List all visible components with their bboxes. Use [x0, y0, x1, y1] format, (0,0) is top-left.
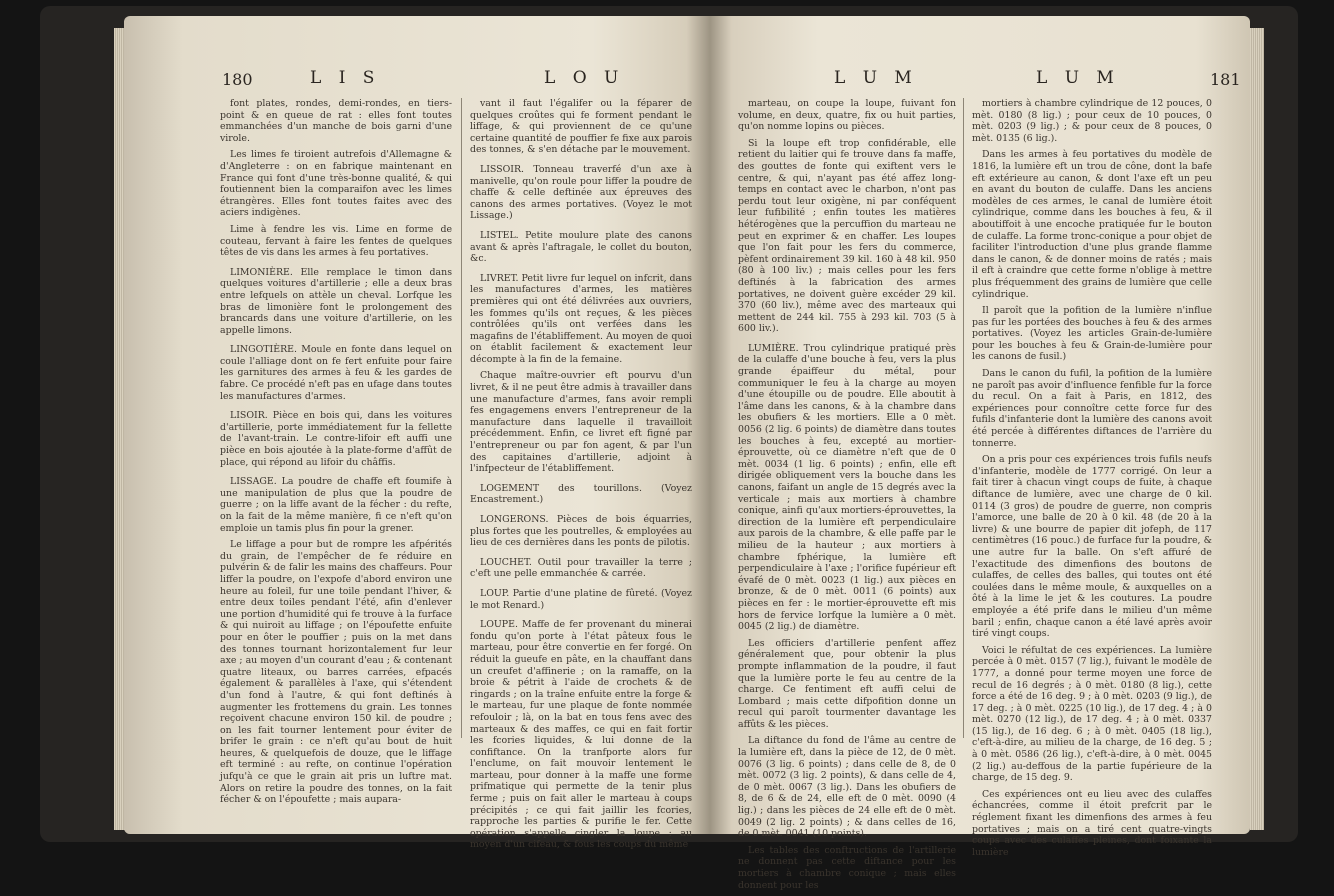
- paragraph: LOUCHET. Outil pour travailler la terre ; c'eft une pelle emmanchée & carrée.: [470, 556, 692, 580]
- paragraph: LISSOIR. Tonneau traverfé d'un axe à manivelle, qu'on roule pour liffer la poudre de chaffe & celle deftinée aux épreuves des canons des armes portatives. (Voyez le mot Lissage.): [470, 163, 692, 222]
- paragraph: LIVRET. Petit livre fur lequel on infcrit, dans les manufactures d'armes, les matières premières qui ont été délivrées aux ouvriers, les fommes qu'ils ont reçues, & les pièces contrôlées qu'ils ont verfées dans les magafins de l'établiffement. Au moyen de quoi on établit facilement & exactement leur décompte à la fin de la femaine.: [470, 272, 692, 365]
- paragraph: Dans les armes à feu portatives du modèle de 1816, la lumière eft un trou de cône, dont la bafe eft extérieure au canon, & dont l'axe eft un peu en avant du bouton de culaffe. Dans les anciens modèles de ces armes, le canal de lumière étoit cylindrique, comme dans les bouches à feu, & il aboutiffoit à une encoche pratiquée fur le bouton de culaffe. La forme tronc-conique a pour objet de faciliter l'introduction d'une plus grande flamme dans le canon, & de donner moins de ratés ; mais il eft à craindre que cette forme n'oblige à mettre plus fréquemment des grains de lumière que celle cylindrique.: [972, 149, 1212, 300]
- paragraph: LOUP. Partie d'une platine de fûreté. (Voyez le mot Renard.): [470, 587, 692, 611]
- paragraph: Les limes fe tiroient autrefois d'Allemagne & d'Angleterre : on en fabrique maintenant en France qui font d'une très-bonne qualité, & qui foutiennent bien la comparaifon avec les limes étrangères. Elles font toutes faites avec des aciers indigènes.: [220, 149, 452, 219]
- paragraph: Le liffage a pour but de rompre les afpérités du grain, de l'empêcher de fe réduire en pulvérin & de falir les mains des chaffeurs. Pour liffer la poudre, on l'expofe d'abord environ une heure au foleil, fur une toile pendant l'hiver, & entre deux toiles pendant l'été, afin d'enlever une portion d'humidité qui fe trouve à la furface & qui nuiroit au liffage ; on l'époufette enfuite pour en ôter le pouffier ; puis on la met dans des tonnes tournant horizontalement fur leur axe ; au moyen d'un courant d'eau ; & contenant quatre liteaux, ou barres carrées, efpacés également & parallèles à l'axe, qui s'étendent d'un fond à l'autre, & qui font deftinés à augmenter les frottemens du grain. Les tonnes reçoivent chacune environ 150 kil. de poudre ; on les fait tourner lentement pour éviter de brifer le grain : ce n'eft qu'au bout de huit heures, & quelquefois de douze, que le liffage eft terminé : au refte, on continue l'opération jufqu'à ce que le grain ait pris un luftre mat. Alors on retire la poudre des tonnes, on la fait fécher & on l'époufette ; mais aupara-: [220, 539, 452, 806]
- left-page: [124, 16, 710, 851]
- paragraph: Ces expériences ont eu lieu avec des culaffes échancrées, comme il étoit prefcrit par le réglement fixant les dimenfions des armes à feu portatives ; mais on a tiré cent quatre-vingts coups avec des culaffes pleines, dont foixante la lumière: [972, 788, 1212, 858]
- book-spread: [40, 6, 1298, 891]
- text-column: [470, 98, 692, 856]
- paragraph: marteau, on coupe la loupe, fuivant fon volume, en deux, quatre, fix ou huit parties, qu'on nomme lopins ou pièces.: [738, 98, 956, 133]
- paragraph: LOUPE. Maffe de fer provenant du minerai fondu qu'on porte à l'état pâteux fous le marteau, pour être convertie en fer forgé. On réduit la gueufe en pâte, en la chauffant dans un creufet d'affinerie ; on la ramaffe, on la broie & pétrit à l'aide de crochets & de ringards ; on la traîne enfuite entre la forge & le marteau, fur une plaque de fonte nommée refouloir ; là, on la bat en tous fens avec des marteaux & des maffes, ce qui en fait fortir les fcories liquides, & lui donne de la confiftance. On la tranfporte alors fur l'enclume, on fait mouvoir lentement le marteau, pour donner à la maffe une forme prifmatique qui permette de la tenir plus ferme ; puis on fait aller le marteau à coups précipités ; ce qui fait jaillir les fcories, rapproche les parties & purifie le fer. Cette opération s'appelle cingler la loupe : au moyen d'un cifeau, & fous les coups du même: [470, 619, 692, 851]
- paragraph: Voici le réfultat de ces expériences. La lumière percée à 0 mèt. 0157 (7 lig.), fuivant le modèle de 1777, a donné pour terme moyen une force de recul de 16 degrés ; à 0 mèt. 0180 (8 lig.), cette force a été de 16 deg. 9 ; à 0 mèt. 0203 (9 lig.), de 17 deg. ; à 0 mèt. 0225 (10 lig.), de 17 deg. 4 ; à 0 mèt. 0270 (12 lig.), de 17 deg. 4 ; à 0 mèt. 0337 (15 lig.), de 16 deg. 6 ; à 0 mèt. 0405 (18 lig.), c'eft-à-dire, au milieu de la charge, de 16 deg. 5 ; à 0 mèt. 0586 (26 lig.), c'eft-à-dire, à 0 mèt. 0045 (2 lig.) au-deffous de la partie fupérieure de la charge, de 15 deg. 9.: [972, 644, 1212, 784]
- paragraph: Chaque maître-ouvrier eft pourvu d'un livret, & il ne peut être admis à travailler dans une manufacture d'armes, fans avoir rempli fes engagemens envers l'entrepreneur de la manufacture dans laquelle il travailloit précédemment. Enfin, ce livret eft figné par l'entrepreneur ou par fon agent, & par l'un des capitaines d'artillerie, adjoint à l'infpecteur de l'établiffement.: [470, 370, 692, 475]
- paragraph: Si la loupe eft trop confidérable, elle retient du laitier qui fe trouve dans fa maffe, des gouttes de fonte qui exiftent vers le centre, & qui, n'ayant pas été affez long-temps en contact avec le charbon, n'ont pas perdu tout leur oxigène, ni par conféquent leur fufibilité ; enfin toutes les matières hétérogènes que la percuffion du marteau ne peut en exprimer & en chaffer. Les loupes que l'on fait pour les fers du commerce, pèfent ordinairement 39 kil. 160 à 48 kil. 950 (80 à 100 liv.) ; mais celles pour les fers deftinés à la fabrication des armes portatives, ne doivent guère excéder 29 kil. 370 (60 liv.), même avec des marteaux qui mettent de 244 kil. 755 à 293 kil. 703 (5 à 600 liv.).: [738, 137, 956, 335]
- paragraph: On a pris pour ces expériences trois fufils neufs d'infanterie, modèle de 1777 corrigé. On leur a fait tirer à chacun vingt coups de fuite, à chaque diftance de lumière, avec une charge de 0 kil. 0114 (3 gros) de poudre de guerre, non compris l'amorce, une balle de 20 à 0 kil. 48 (de 20 à la livre) & une bourre de papier dit jofeph, de 117 centimètres (16 pouc.) de furface fur la poudre, & une autre fur la balle. On s'eft affuré de l'exactitude des dimenfions des boutons de culaffes, de celles des balles, qui toutes ont été coulées dans le même moule, & auxquelles on a ôté à la lime le jet & les coutures. La poudre employée a été prife dans le milieu d'un même baril ; enfin, chaque canon a été lavé après avoir tiré vingt coups.: [972, 454, 1212, 640]
- paragraph: Dans le canon du fufil, la pofition de la lumière ne paroît pas avoir d'influence fenfible fur la force du recul. On a fait à Paris, en 1812, des expériences pour connoître cette force fur des fufils d'infanterie dont la lumière des canons avoit été percée à différentes diftances de l'arrière du tonnerre.: [972, 368, 1212, 449]
- paragraph: LUMIÈRE. Trou cylindrique pratiqué près de la culaffe d'une bouche à feu, vers la plus grande épaiffeur du métal, pour communiquer le feu à la charge au moyen d'une étoupille ou de poudre. Elle aboutit à l'âme dans les canons, & à la chambre dans les obufiers & les mortiers. Elle a 0 mèt. 0056 (2 lig. 6 points) de diamètre dans toutes les bouches à feu, excepté au mortier-éprouvette, où ce diamètre n'eft que de 0 mèt. 0034 (1 lig. 6 points) ; enfin, elle eft dirigée obliquement vers la bouche dans les canons, faifant un angle de 15 degrés avec la verticale ; mais aux mortiers à chambre conique, ainfi qu'aux mortiers-éprouvettes, la direction de la lumière eft perpendiculaire aux parois de la chambre, & elle paffe par le milieu de la hauteur ; aux mortiers à chambre fphérique, la lumière eft perpendiculaire à l'axe ; l'orifice fupérieur eft évafé de 0 mèt. 0023 (1 lig.) aux pièces en bronze, & de 0 mèt. 0011 (6 points) aux pièces en fer : le mortier-éprouvette eft mis hors de fervice lorfque la lumière a 0 mèt. 0045 (2 lig.) de diamètre.: [738, 342, 956, 633]
- paragraph: LISOIR. Pièce en bois qui, dans les voitures d'artillerie, porte immédiatement fur la fellette de l'avant-train. Le contre-lifoir eft auffi une pièce en bois ajoutée à la plate-forme d'affût de place, qui répond au lifoir du châffis.: [220, 410, 452, 468]
- text-column: [972, 98, 1212, 863]
- running-head-right: L O U: [544, 68, 625, 88]
- paragraph: LINGOTIÈRE. Moule en fonte dans lequel on coule l'alliage dont on fe fert enfuite pour faire les garnitures des armes à feu & les gardes de fabre. Ce procédé n'eft pas en ufage dans toutes les manufactures d'armes.: [220, 344, 452, 402]
- paragraph: LIMONIÈRE. Elle remplace le timon dans quelques voitures d'artillerie ; elle a deux bras entre lefquels on attèle un cheval. Lorfque les bras de limonière font le prolongement des brancards dans une voiture d'artillerie, on les appelle limons.: [220, 266, 452, 336]
- paragraph: LISSAGE. La poudre de chaffe eft foumife à une manipulation de plus que la poudre de guerre ; on la liffe avant de la fécher : du refte, on la fait de la même manière, fi ce n'eft qu'on emploie un tamis plus fin pour la grener.: [220, 476, 452, 534]
- paragraph: Il paroît que la pofition de la lumière n'influe pas fur les portées des bouches à feu & des armes portatives. (Voyez les articles Grain-de-lumière pour les bouches à feu & Grain-de-lumière pour les canons de fusil.): [972, 305, 1212, 363]
- paragraph: Les officiers d'artillerie penfent affez généralement que, pour obtenir la plus prompte inflammation de la poudre, il faut que la lumière porte le feu au centre de la charge. Ce fentiment eft auffi celui de Lombard ; mais cette difpofition donne un recul qui paroît tourmenter davantage les affûts & les pièces.: [738, 637, 956, 730]
- paragraph: La diftance du fond de l'âme au centre de la lumière eft, dans la pièce de 12, de 0 mèt. 0076 (3 lig. 6 points) ; dans celle de 8, de 0 mèt. 0072 (3 lig. 2 points), & dans celle de 4, de 0 mèt. 0067 (3 lig.). Dans les obufiers de 8, de 6 & de 24, elle eft de 0 mèt. 0090 (4 lig.) ; dans les pièces de 24 elle eft de 0 mèt. 0049 (2 lig. 2 points) ; & dans celles de 16, de 0 mèt. 0041 (10 points).: [738, 735, 956, 840]
- paragraph: LISTEL. Petite moulure plate des canons avant & après l'aftragale, le collet du bouton, &c.: [470, 229, 692, 265]
- paragraph: mortiers à chambre cylindrique de 12 pouces, 0 mèt. 0180 (8 lig.) ; pour ceux de 10 pouces, 0 mèt. 0203 (9 lig.) ; & pour ceux de 8 pouces, 0 mèt. 0135 (6 lig.).: [972, 98, 1212, 144]
- paragraph: font plates, rondes, demi-rondes, en tiers-point & en queue de rat : elles font toutes emmanchées d'un manche de bois garni d'une virole.: [220, 98, 452, 144]
- paragraph: LOGEMENT des tourillons. (Voyez Encastrement.): [470, 482, 692, 506]
- column-rule: [461, 98, 462, 738]
- paragraph: Lime à fendre les vis. Lime en forme de couteau, fervant à faire les fentes de quelques têtes de vis dans les armes à feu portatives.: [220, 223, 452, 259]
- column-rule: [963, 98, 964, 738]
- running-head-left: L U M: [834, 68, 918, 88]
- running-head-right: L U M: [1036, 68, 1120, 88]
- paragraph: LONGERONS. Pièces de bois équarries, plus fortes que les poutrelles, & employées au lieu de ces dernières dans les ponts de pilotis.: [470, 514, 692, 549]
- paragraph: vant il faut l'égalifer ou la féparer de quelques croûtes qui fe forment pendant le liffage, & qui proviennent de ce qu'une certaine quantité de pouffier fe fixe aux parois des tonnes, & s'en détache par le mouvement.: [470, 98, 692, 156]
- text-column: [220, 98, 452, 811]
- right-page: [710, 16, 1250, 891]
- right-fore-edge: [1250, 28, 1264, 830]
- text-column: [738, 98, 956, 896]
- page-number: 181: [1210, 70, 1241, 89]
- paragraph: Les tables des conftructions de l'artillerie ne donnent pas cette diftance pour les mortiers à chambre conique ; mais elles donnent pour les: [738, 844, 956, 891]
- page-number: 180: [222, 70, 253, 89]
- running-head-left: L I S: [310, 68, 381, 88]
